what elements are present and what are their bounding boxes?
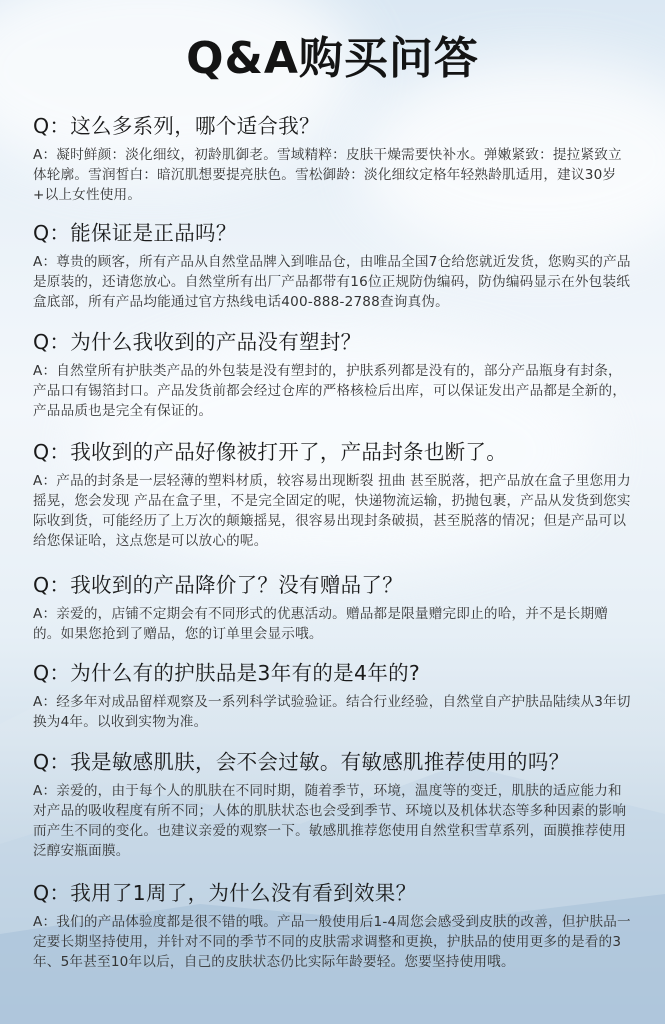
question: Q：我用了1周了，为什么没有看到效果？	[33, 881, 417, 905]
qa-item	[33, 113, 633, 205]
question: Q：为什么有的护肤品是3年有的是4年的?	[33, 661, 421, 685]
question: Q：我收到的产品好像被打开了，产品封条也断了。	[33, 440, 508, 464]
question: Q：为什么我收到的产品没有塑封？	[33, 330, 362, 354]
page-title: Q&A购买问答	[186, 33, 479, 84]
question: Q：这么多系列，哪个适合我？	[33, 114, 320, 138]
qa-item	[33, 439, 633, 551]
question: Q：能保证是正品吗？	[33, 221, 237, 245]
qa-item	[33, 749, 633, 861]
answer: A：尊贵的顾客，所有产品从自然堂品牌入到唯品仓，由唯品全国7仓给您就近发货，您购买的产品是原装的，还请您放心。自然堂所有出厂产品都带有16位正规防伪编码，防伪编码显示在外包装纸盒底部，所有产品均能通过官方热线电话400-888-2788查询真伪。	[33, 254, 631, 310]
answer: A：亲爱的，店铺不定期会有不同形式的优惠活动。赠品都是限量赠完即止的哈，并不是长期赠的。如果您抢到了赠品，您的订单里会显示哦。	[33, 606, 609, 642]
answer: A：产品的封条是一层轻薄的塑料材质，较容易出现断裂 扭曲 甚至脱落，把产品放在盒子里您用力摇晃，您会发现 产品在盒子里，不是完全固定的呢，快递物流运输，扔抛包裹，产品从发货到您实际收到货，可能经历了上万次的颠簸摇晃，很容易出现封条破损，甚至脱落的情况；但是产品可以给您保证哈，这点您是可以放心的呢。	[33, 473, 631, 549]
qa-item	[33, 329, 633, 421]
qa-item	[33, 572, 633, 644]
answer: A：凝时鲜颜：淡化细纹，初龄肌御老。雪域精粹：皮肤干燥需要快补水。弹嫩紧致：提拉紧致立体轮廓。雪润皙白：暗沉肌想要提亮肤色。雪松御龄：淡化细纹定格年轻熟龄肌适用，建议30岁+以上女性使用。	[33, 147, 622, 203]
question: Q：我是敏感肌肤，会不会过敏。有敏感肌推荐使用的吗？	[33, 750, 570, 774]
answer: A：自然堂所有护肤类产品的外包装是没有塑封的，护肤系列都是没有的，部分产品瓶身有封条，产品口有锡箔封口。产品发货前都会经过仓库的严格核检后出库，可以保证发出产品都是全新的，产品品质也是完全有保证的。	[33, 363, 627, 419]
answer: A：我们的产品体验度都是很不错的哦。产品一般使用后1-4周您会感受到皮肤的改善，但护肤品一定要长期坚持使用，并针对不同的季节不同的皮肤需求调整和更换，护肤品的使用更多的是看的3年、5年甚至10年以后，自己的皮肤状态仍比实际年龄要轻。您要坚持使用哦。	[33, 914, 631, 970]
qa-item	[33, 660, 633, 732]
qa-item	[33, 220, 633, 312]
answer: A：经多年对成品留样观察及一系列科学试验验证。结合行业经验，自然堂自产护肤品陆续从3年切换为4年。以收到实物为准。	[33, 694, 631, 730]
answer: A：亲爱的，由于每个人的肌肤在不同时期，随着季节，环境，温度等的变迁，肌肤的适应能力和对产品的吸收程度有所不同；人体的肌肤状态也会受到季节、环境以及机体状态等多种因素的影响而产生不同的变化。也建议亲爱的观察一下。敏感肌推荐您使用自然堂积雪草系列，面膜推荐使用泛醇安瓶面膜。	[33, 783, 627, 859]
qa-item	[33, 880, 633, 972]
question: Q：我收到的产品降价了？没有赠品了？	[33, 573, 404, 597]
